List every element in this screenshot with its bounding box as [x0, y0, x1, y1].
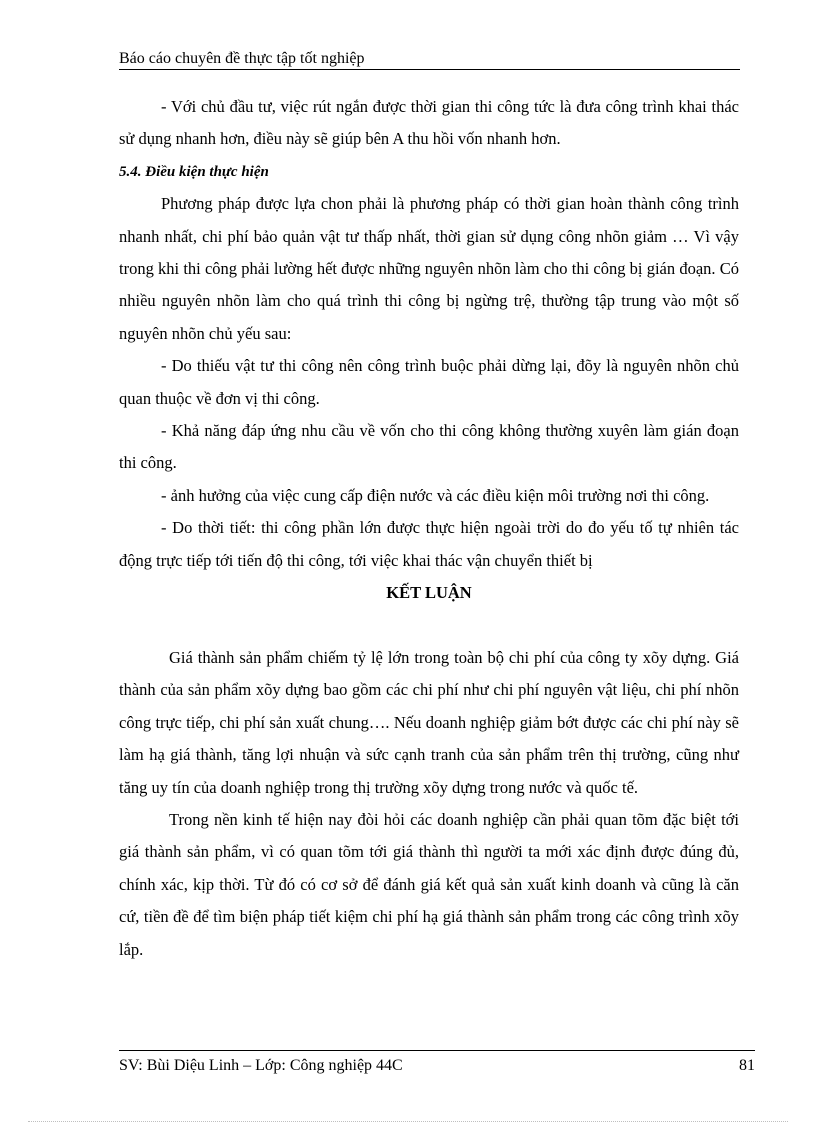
page-footer — [119, 1050, 755, 1077]
paragraph-conclusion-cost: Giá thành sản phẩm chiếm tỷ lệ lớn trong toàn bộ chi phí của công ty xõy dựng. Giá thành của sản phẩm xõy dựng bao gồm các chi phí như chi phí nguyên vật liệu, chi phí nhõn công trực tiếp, chi phí sản xuất chung…. Nếu doanh nghiệp giảm bớt được các chi phí này sẽ làm hạ giá thành, tăng lợi nhuận và sức cạnh tranh của sản phẩm trên thị trường, cũng như tăng uy tín của doanh nghiệp trong thị trường xõy dựng trong nước và quốc tế. — [119, 647, 739, 797]
page-edge-divider — [28, 1121, 788, 1122]
paragraph-weather: - Do thời tiết: thi công phần lớn được thực hiện ngoài trời do đo yếu tố tự nhiên tác động trực tiếp tới tiến độ thi công, tới việc khai thác vận chuyển thiết bị — [119, 518, 739, 570]
section-heading: 5.4. Điều kiện thực hiện — [119, 163, 269, 180]
footer-student-info: SV: Bùi Diệu Linh – Lớp: Công nghiệp 44C — [119, 1057, 403, 1074]
paragraph-capital-needs: - Khả năng đáp ứng nhu cầu về vốn cho thi công không thường xuyên làm gián đoạn thi công. — [119, 421, 739, 473]
conclusion-title: KẾT LUẬN — [386, 583, 472, 603]
page-header — [119, 49, 740, 70]
header-title: Báo cáo chuyên đề thực tập tốt nghiệp — [119, 50, 365, 67]
paragraph-utilities-environment: - ảnh hưởng của việc cung cấp điện nước và các điều kiện môi trường nơi thi công. — [161, 485, 710, 505]
page-body — [119, 91, 739, 966]
page-number: 81 — [739, 1057, 755, 1074]
paragraph-material-shortage: - Do thiếu vật tư thi công nên công trình buộc phải dừng lại, đõy là nguyên nhõn chủ quan thuộc về đơn vị thi công. — [119, 356, 739, 408]
paragraph-conclusion-economy: Trong nền kinh tế hiện nay đòi hỏi các doanh nghiệp cần phải quan tõm đặc biệt tới giá thành sản phẩm, vì có quan tõm tới giá thành thì người ta mới xác định được đúng đủ, chính xác, kịp thời. Từ đó có cơ sở để đánh giá kết quả sản xuất kinh doanh và cũng là căn cứ, tiền đề để tìm biện pháp tiết kiệm chi phí hạ giá thành sản phẩm trong các công trình xõy lắp. — [119, 809, 739, 959]
paragraph-method-selection: Phương pháp được lựa chon phải là phương pháp có thời gian hoàn thành công trình nhanh nhất, chi phí bảo quản vật tư thấp nhất, thời gian sử dụng công nhõn giảm … Vì vậy trong khi thi công phải lường hết được những nguyên nhõn làm cho thi công bị gián đoạn. Có nhiều nguyên nhõn làm cho quá trình thi công bị ngừng trệ, thường tập trung vào một số nguyên nhõn chủ yếu sau: — [119, 194, 739, 343]
paragraph-investor-benefit: - Với chủ đầu tư, việc rút ngắn được thời gian thi công tức là đưa công trình khai thác sử dụng nhanh hơn, điều này sẽ giúp bên A thu hồi vốn nhanh hơn. — [119, 97, 739, 149]
